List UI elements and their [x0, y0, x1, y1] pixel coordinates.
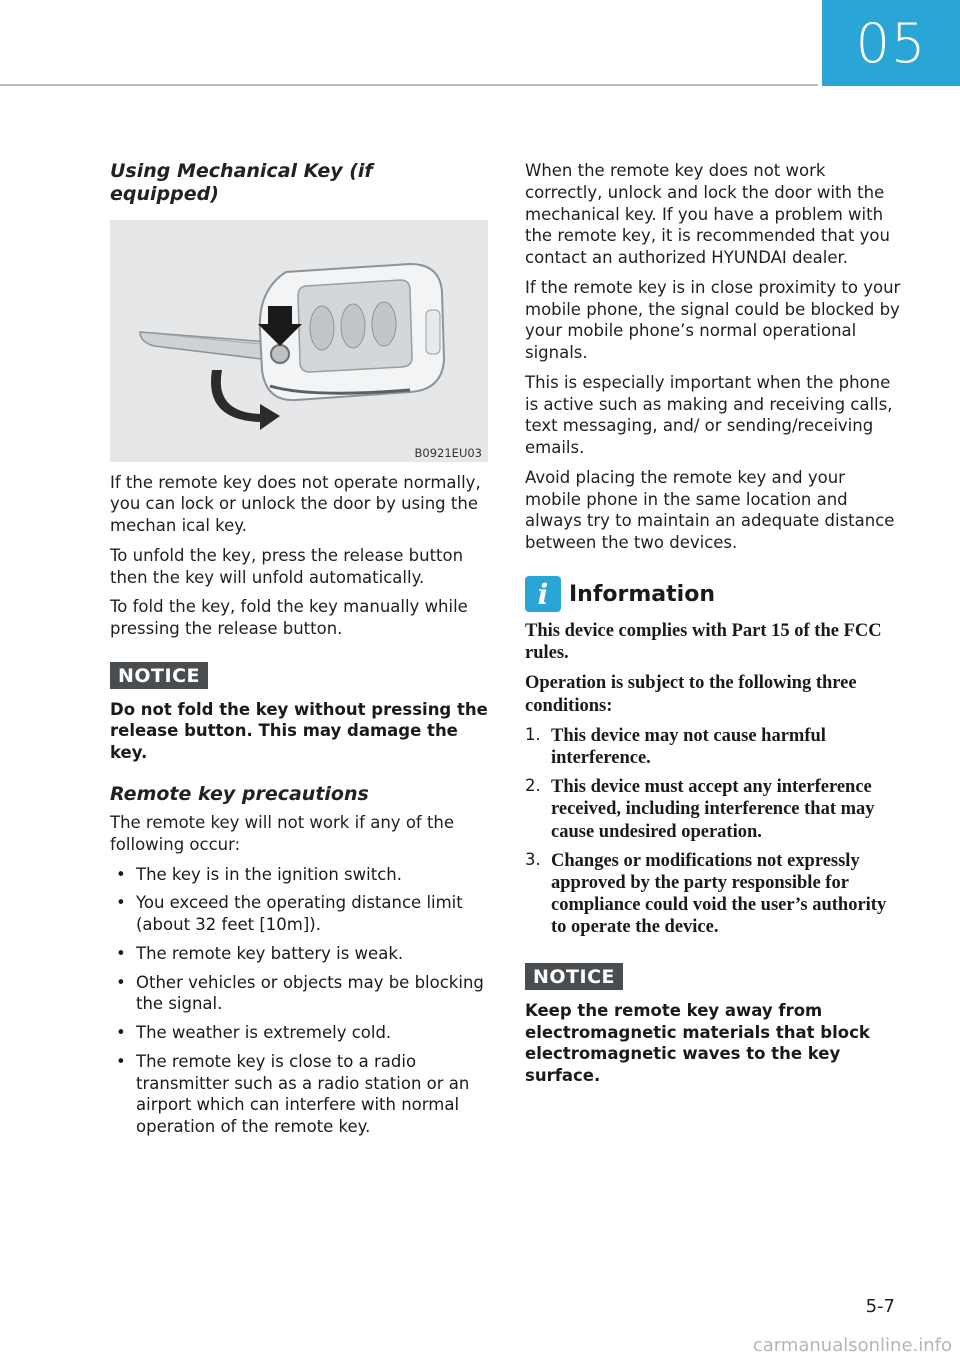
- info-paragraph: Operation is subject to the following three conditions:: [525, 673, 857, 716]
- remote-key-illustration: [110, 220, 488, 462]
- list-item: • The remote key battery is weak.: [110, 943, 488, 965]
- list-item: • You exceed the operating distance limit (about 32 feet [10m]).: [110, 892, 488, 936]
- list-number: 1.: [525, 724, 541, 744]
- figure-code: B0921EU03: [414, 445, 482, 460]
- left-column: [110, 160, 488, 1145]
- list-item: [525, 776, 905, 843]
- notice-badge: NOTICE: [525, 963, 623, 990]
- list-number: 2.: [525, 776, 541, 796]
- list-item: [525, 850, 905, 939]
- list-text: Changes or modifications not expressly approved by the party responsible for compliance could void the user’s authority to operate the device.: [551, 850, 887, 938]
- paragraph: To fold the key, fold the key manually while pressing the release button.: [110, 597, 468, 639]
- list-item: • The remote key is close to a radio transmitter such as a radio station or an airport which can interfere with normal operation of the remote key.: [110, 1051, 488, 1138]
- information-title: Information: [569, 581, 715, 607]
- list-item: [525, 725, 905, 769]
- paragraph: This is especially important when the phone is active such as making and receiving calls, text messaging, and/ or sending/receiving emails.: [525, 372, 893, 458]
- paragraph: To unfold the key, press the release button then the key will unfold automatically.: [110, 545, 464, 587]
- notice-badge: NOTICE: [110, 662, 208, 689]
- list-number: 3.: [525, 849, 541, 869]
- notice-text: Do not fold the key without pressing the release button. This may damage the key.: [110, 699, 488, 762]
- right-column: [525, 160, 905, 1092]
- key-figure: [110, 220, 488, 462]
- info-icon: i: [525, 576, 561, 612]
- paragraph: If the remote key does not operate normally, you can lock or unlock the door by using the mechan ical key.: [110, 472, 481, 536]
- notice-text: Keep the remote key away from electromagnetic materials that block electromagnetic waves to the key surface.: [525, 1001, 870, 1085]
- list-text: This device may not cause harmful interference.: [551, 725, 826, 768]
- list-text: This device must accept any interference received, including interference that may cause undesired operation.: [551, 777, 875, 842]
- precautions-list: [110, 864, 488, 1138]
- list-item: • The weather is extremely cold.: [110, 1022, 488, 1044]
- page-number: 5-7: [865, 1296, 895, 1317]
- list-item: • Other vehicles or objects may be blocking the signal.: [110, 972, 488, 1016]
- chapter-tab: 05: [822, 0, 960, 86]
- information-header: [525, 576, 905, 612]
- info-paragraph: This device complies with Part 15 of the FCC rules.: [525, 621, 882, 664]
- subsection-title: Remote key precautions: [110, 783, 369, 806]
- watermark: carmanualsonline.info: [752, 1335, 952, 1356]
- paragraph: The remote key will not work if any of the following occur:: [110, 813, 455, 854]
- list-item: • The key is in the ignition switch.: [110, 864, 488, 886]
- section-title: Using Mechanical Key (if equipped): [110, 160, 373, 205]
- paragraph: Avoid placing the remote key and your mobile phone in the same location and always try to maintain an adequate distance between the two devices.: [525, 467, 895, 553]
- header-rule: [0, 84, 818, 86]
- conditions-list: [525, 725, 905, 939]
- paragraph: If the remote key is in close proximity to your mobile phone, the signal could be blocked by your mobile phone’s normal operational signals.: [525, 277, 901, 363]
- paragraph: When the remote key does not work correctly, unlock and lock the door with the mechanical key. If you have a problem with the remote key, it is recommended that you contact an authorized HYUNDAI dealer.: [525, 161, 890, 268]
